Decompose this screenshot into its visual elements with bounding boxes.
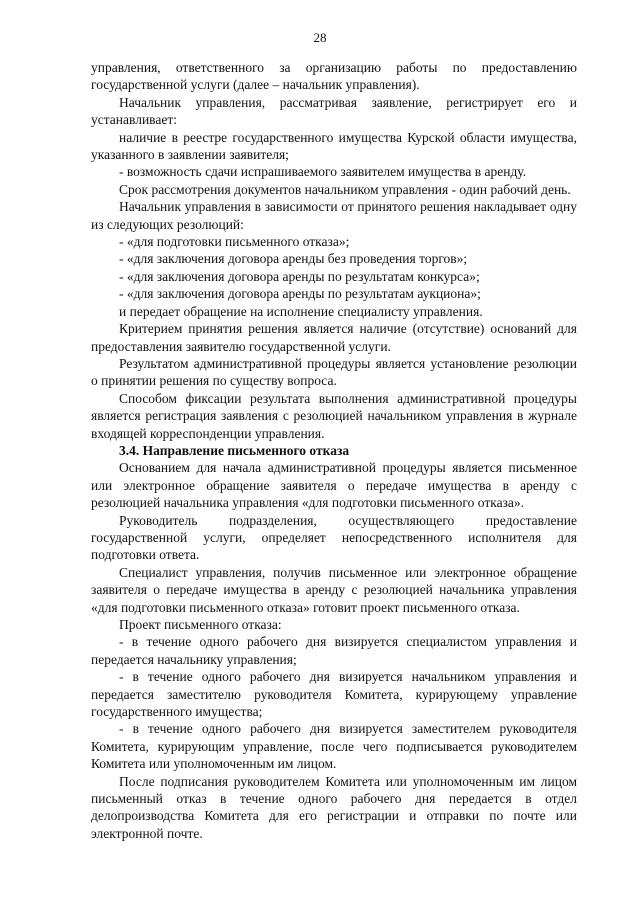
paragraph: Результатом административной процедуры является установление резолюции о принятии решения по существу вопроса. bbox=[91, 355, 577, 389]
paragraph: Проект письменного отказа: bbox=[119, 617, 282, 632]
list-item: - «для заключения договора аренды по результатам аукциона»; bbox=[119, 286, 481, 302]
document-body bbox=[91, 59, 577, 842]
list-item: - в течение одного рабочего дня визируется специалистом управления и передается начальнику управления; bbox=[91, 634, 577, 667]
paragraph: После подписания руководителем Комитета или уполномоченным им лицом письменный отказ в течение одного рабочего дня передается в отдел делопроизводства Комитета для его регистрации и отправки по почте или электронной почте. bbox=[91, 773, 577, 841]
paragraph: Основанием для начала административной процедуры является письменное или электронное обращение заявителя о передаче имущества в аренду с резолюцией начальника управления «для подготовки письменного отказа». bbox=[91, 460, 577, 511]
paragraph: Способом фиксации результата выполнения административной процедуры является регистрация заявления с резолюцией начальником управления в журнале входящей корреспонденции управления. bbox=[91, 390, 577, 441]
list-item: - «для заключения договора аренды без проведения торгов»; bbox=[119, 251, 468, 267]
list-item: - «для подготовки письменного отказа»; bbox=[119, 234, 350, 250]
paragraph: Руководитель подразделения, осуществляющего предоставление государственной услуги, определяет непосредственного исполнителя для подготовки ответа. bbox=[91, 512, 577, 563]
paragraph: Специалист управления, получив письменное или электронное обращение заявителя о передаче имущества в аренду с резолюцией начальника управления «для подготовки письменного отказа» готовит проект письменного отказа. bbox=[91, 564, 577, 615]
paragraph: и передает обращение на исполнение специалисту управления. bbox=[119, 303, 483, 319]
paragraph: Срок рассмотрения документов начальником управления - один рабочий день. bbox=[119, 181, 571, 197]
list-item: - «для заключения договора аренды по результатам конкурса»; bbox=[119, 268, 480, 284]
paragraph: Критерием принятия решения является наличие (отсутствие) оснований для предоставления заявителю государственной услуги. bbox=[91, 321, 577, 354]
list-item: - в течение одного рабочего дня визируется заместителем руководителя Комитета, курирующим управление, после чего подписывается руководителем Комитета или уполномоченным им лицом. bbox=[91, 721, 577, 772]
list-item: - в течение одного рабочего дня визируется начальником управления и передается заместителю руководителя Комитета, курирующему управление государственного имущества; bbox=[91, 669, 577, 720]
paragraph: Начальник управления в зависимости от принятого решения накладывает одну из следующих резолюций: bbox=[91, 199, 577, 232]
page-number: 28 bbox=[313, 30, 327, 45]
section-heading: 3.4. Направление письменного отказа bbox=[119, 442, 350, 458]
paragraph: наличие в реестре государственного имущества Курской области имущества, указанного в заявлении заявителя; bbox=[91, 129, 577, 163]
paragraph: управления, ответственного за организацию работы по предоставлению государственной услуги (далее – начальник управления). bbox=[91, 60, 577, 93]
list-item: - возможность сдачи испрашиваемого заявителем имущества в аренду. bbox=[119, 164, 527, 180]
paragraph: Начальник управления, рассматривая заявление, регистрирует его и устанавливает: bbox=[91, 94, 577, 128]
